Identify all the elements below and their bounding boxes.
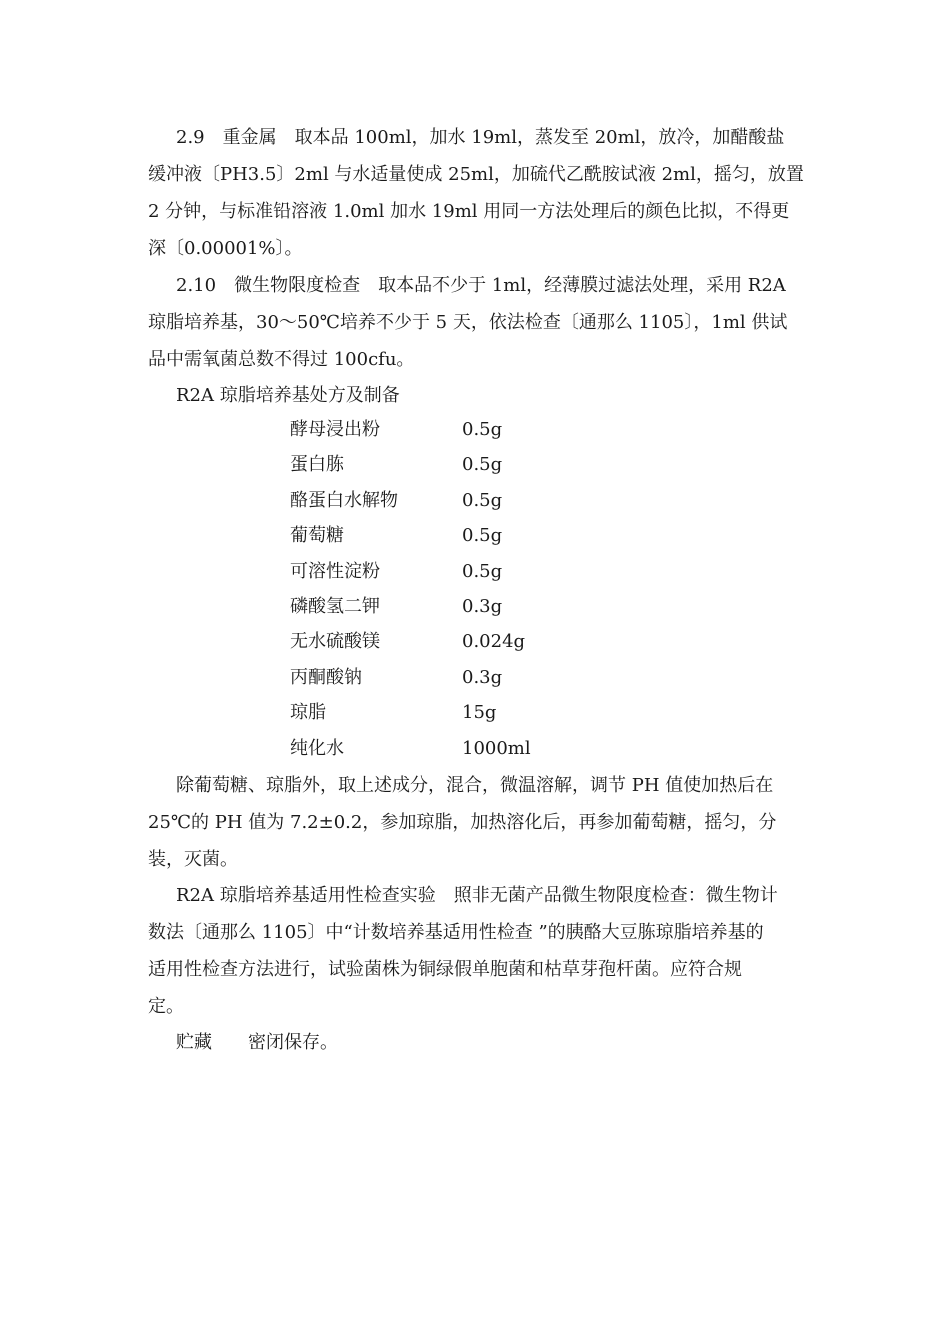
storage-text: 贮藏 密闭保存。 [176, 1032, 338, 1053]
ingredient-name: 酪蛋白水解物 [290, 489, 398, 511]
ingredient-amount: 0.5g [462, 489, 503, 511]
ingredient-name: 琼脂 [290, 702, 326, 724]
ingredient-name: 酵母浸出粉 [290, 419, 380, 440]
paragraph-line: 深〔0.00001%〕。 [148, 238, 303, 259]
paragraph-line: 除葡萄糖、琼脂外，取上述成分，混合，微温溶解，调节 PH 值使加热后在 [176, 775, 774, 796]
ingredient-amount: 0.3g [462, 595, 503, 617]
paragraph-line: 品中需氧菌总数不得过 100cfu。 [148, 349, 415, 370]
paragraph-line: 缓冲液〔PH3.5〕2ml 与水适量使成 25ml，加硫代乙酰胺试液 2ml，摇匀，放置 [148, 164, 804, 185]
ingredient-name: 蛋白胨 [290, 454, 344, 476]
suitability-paragraph [148, 877, 808, 1025]
ingredient-name: 无水硫酸镁 [290, 631, 380, 653]
paragraph-line: 2 分钟，与标准铅溶液 1.0ml 加水 19ml 用同一方法处理后的颜色比拟，不得更 [148, 201, 790, 222]
preparation-paragraph [148, 767, 808, 878]
heavy-metals-paragraph [148, 119, 808, 267]
ingredient-name: 纯化水 [290, 737, 344, 759]
ingredient-name: 葡萄糖 [290, 525, 344, 547]
ingredient-amount: 0.5g [462, 525, 503, 547]
paragraph-line: 数法〔通那么 1105〕中“计数培养基适用性检查 ”的胰酪大豆胨琼脂培养基的 [148, 922, 764, 943]
paragraph-line: 琼脂培养基，30～50℃培养不少于 5 天，依法检查〔通那么 1105〕，1ml 供试 [148, 312, 788, 333]
ingredient-name: 可溶性淀粉 [290, 560, 380, 582]
recipe-heading [148, 377, 808, 414]
recipe-heading-text: R2A 琼脂培养基处方及制备 [176, 385, 400, 406]
ingredient-name: 丙酮酸钠 [290, 666, 362, 688]
storage-paragraph [148, 1024, 808, 1061]
paragraph-line: 定。 [148, 996, 184, 1017]
paragraph-line: R2A 琼脂培养基适用性检查实验 照非无菌产品微生物限度检查：微生物计 [176, 885, 778, 906]
microbial-limit-paragraph [148, 267, 808, 378]
ingredient-amount: 0.5g [462, 454, 503, 476]
ingredient-amount: 15g [462, 702, 497, 724]
ingredient-amount: 1000ml [462, 737, 531, 759]
paragraph-line: 2.10 微生物限度检查 取本品不少于 1ml，经薄膜过滤法处理，采用 R2A [176, 275, 786, 296]
paragraph-line: 适用性检查方法进行，试验菌株为铜绿假单胞菌和枯草芽孢杆菌。应符合规 [148, 959, 742, 980]
paragraph-line: 25℃的 PH 值为 7.2±0.2，参加琼脂，加热溶化后，再参加葡萄糖，摇匀，分 [148, 812, 777, 833]
ingredient-amount: 0.3g [462, 666, 503, 688]
paragraph-line: 装，灭菌。 [148, 849, 238, 870]
paragraph-line: 2.9 重金属 取本品 100ml，加水 19ml，蒸发至 20ml，放冷，加醋酸盐 [176, 127, 785, 148]
ingredient-amount: 0.5g [462, 419, 503, 440]
ingredient-amount: 0.5g [462, 560, 503, 582]
ingredient-name: 磷酸氢二钾 [290, 595, 380, 617]
ingredient-amount: 0.024g [462, 631, 526, 653]
